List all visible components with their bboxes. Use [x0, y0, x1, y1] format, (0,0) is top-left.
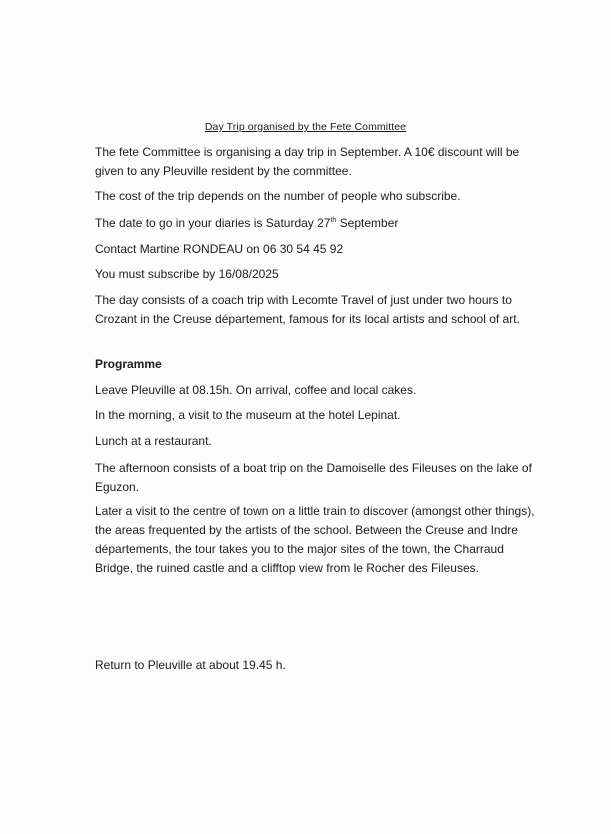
contact-paragraph: Contact Martine RONDEAU on 06 30 54 45 92 — [95, 242, 344, 256]
date-month: September — [336, 216, 399, 230]
subscribe-paragraph: You must subscribe by 16/08/2025 — [95, 267, 279, 281]
programme-heading: Programme — [95, 357, 162, 371]
afternoon-paragraph: The afternoon consists of a boat trip on the Damoiselle des Fileuses on the lake of Eguzon. — [95, 461, 532, 494]
document-title: Day Trip organised by the Fete Committee — [204, 121, 407, 133]
date-text: The date to go in your diaries is Saturday 27 — [95, 216, 331, 230]
return-paragraph: Return to Pleuville at about 19.45 h. — [95, 658, 286, 672]
date-paragraph — [95, 214, 545, 233]
lunch-paragraph: Lunch at a restaurant. — [95, 434, 212, 448]
date-ordinal-suffix: th — [330, 217, 337, 224]
leave-paragraph: Leave Pleuville at 08.15h. On arrival, coffee and local cakes. — [95, 383, 417, 397]
intro-paragraph: The fete Committee is organising a day trip in September. A 10€ discount will be given to any Pleuville resident by the committee. — [95, 145, 520, 178]
description-paragraph: The day consists of a coach trip with Lecomte Travel of just under two hours to Crozant in the Creuse département, famous for its local artists and school of art. — [95, 293, 520, 326]
later-paragraph: Later a visit to the centre of town on a little train to discover (amongst other things), the areas frequented by the artists of the school. Between the Creuse and Indre départements, the tour takes you to the major sites of the town, the Charraud Bridge, the ruined castle and a clifftop view from le Rocher des Fileuses. — [95, 504, 535, 575]
morning-paragraph: In the morning, a visit to the museum at the hotel Lepinat. — [95, 408, 401, 422]
cost-paragraph: The cost of the trip depends on the number of people who subscribe. — [95, 189, 461, 203]
